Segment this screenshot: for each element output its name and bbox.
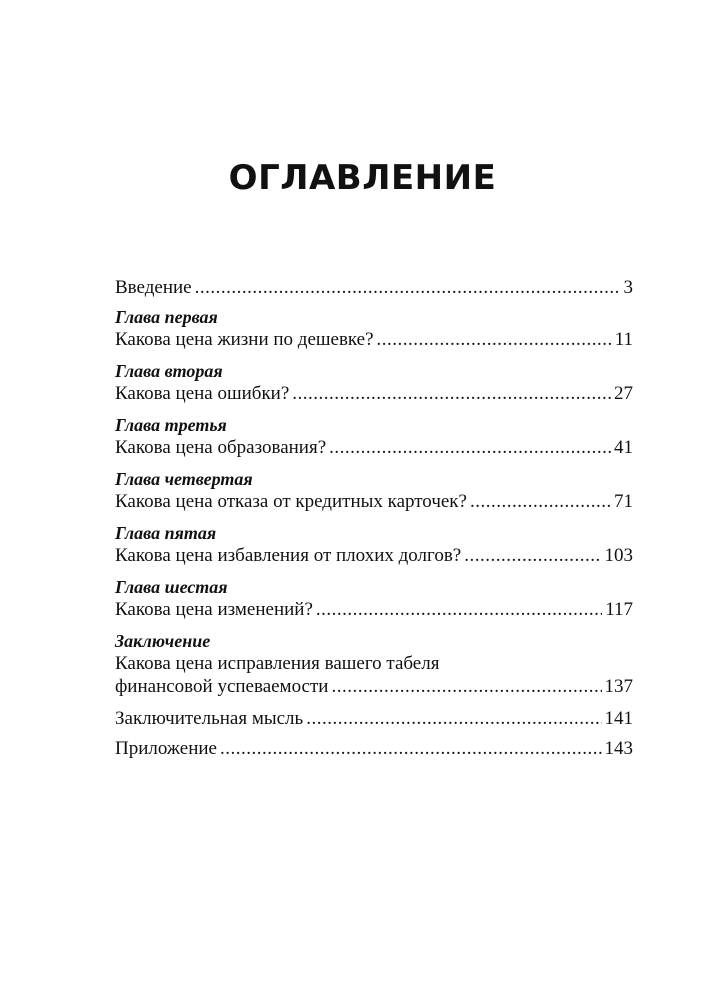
- table-of-contents: [115, 276, 633, 760]
- toc-entry-title-line: Какова цена исправления вашего табеля: [115, 653, 440, 674]
- toc-entry-final-thought[interactable]: [115, 707, 633, 730]
- toc-leader-dots: [377, 328, 612, 351]
- toc-entry-title: Какова цена ошибки?: [115, 383, 290, 404]
- toc-entry-title: Введение: [115, 277, 192, 298]
- toc-entry-title: Какова цена изменений?: [115, 599, 313, 620]
- toc-leader-dots: [316, 598, 602, 621]
- toc-page-number: 141: [604, 708, 633, 729]
- toc-entry-title: Какова цена избавления от плохих долгов?: [115, 545, 462, 566]
- toc-chapter-heading: Глава вторая: [115, 361, 223, 381]
- toc-chapter-heading: Глава четвертая: [115, 469, 253, 489]
- toc-chapter-heading: Глава шестая: [115, 577, 228, 597]
- toc-leader-dots: [464, 544, 601, 567]
- page-title: ОГЛАВЛЕНИЕ: [228, 158, 497, 198]
- toc-page-number: 27: [614, 383, 633, 404]
- toc-entry-chapter-5[interactable]: [115, 522, 633, 567]
- toc-entry-title: финансовой успеваемости: [115, 676, 329, 697]
- toc-entry-chapter-3[interactable]: [115, 414, 633, 459]
- toc-entry-chapter-1[interactable]: [115, 306, 633, 351]
- toc-page-number: 143: [604, 738, 633, 759]
- toc-chapter-heading: Глава пятая: [115, 523, 217, 543]
- toc-chapter-heading: Заключение: [115, 631, 211, 651]
- toc-leader-dots: [292, 382, 611, 405]
- toc-page-number: 11: [614, 329, 633, 350]
- toc-entry-title: Какова цена образования?: [115, 437, 327, 458]
- toc-entry-title: Какова цена жизни по дешевке?: [115, 329, 374, 350]
- toc-leader-dots: [329, 436, 611, 459]
- toc-page-number: 117: [605, 599, 633, 620]
- toc-leader-dots: [195, 276, 621, 299]
- toc-page-number: 3: [623, 277, 633, 298]
- toc-leader-dots: [306, 707, 601, 730]
- toc-page-number: 137: [604, 676, 633, 697]
- toc-entry-chapter-4[interactable]: [115, 468, 633, 513]
- toc-entry-chapter-2[interactable]: [115, 360, 633, 405]
- toc-chapter-heading: Глава третья: [115, 415, 227, 435]
- toc-leader-dots: [331, 675, 601, 698]
- toc-entry-appendix[interactable]: [115, 737, 633, 760]
- toc-chapter-heading: Глава первая: [115, 307, 218, 327]
- toc-entry-title: Приложение: [115, 738, 217, 759]
- toc-entry-title: Какова цена отказа от кредитных карточек?: [115, 491, 467, 512]
- toc-leader-dots: [470, 490, 611, 513]
- toc-entry-intro[interactable]: [115, 276, 633, 299]
- toc-entry-title: Заключительная мысль: [115, 708, 304, 729]
- toc-leader-dots: [220, 737, 602, 760]
- toc-page-number: 41: [614, 437, 633, 458]
- toc-entry-chapter-6[interactable]: [115, 576, 633, 621]
- toc-page-number: 71: [614, 491, 633, 512]
- toc-page-number: 103: [604, 545, 633, 566]
- toc-entry-conclusion[interactable]: [115, 630, 633, 698]
